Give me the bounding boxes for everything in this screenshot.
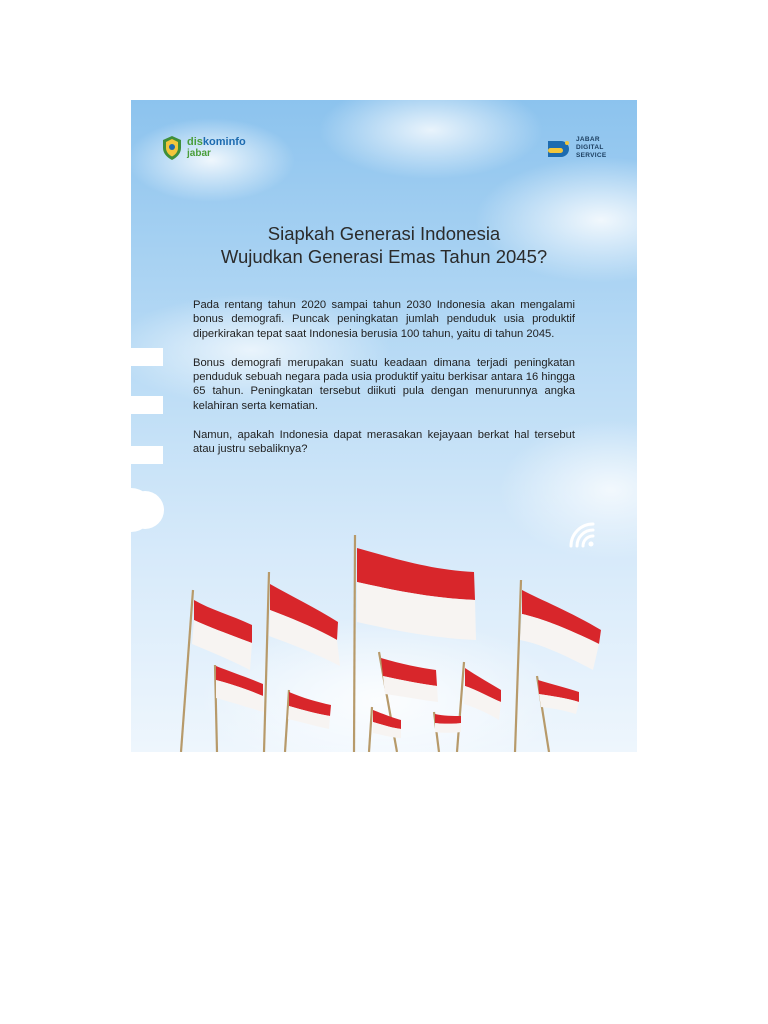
jabar-digital-service-icon	[545, 135, 571, 161]
paragraph-1: Pada rentang tahun 2020 sampai tahun 2030 Indonesia akan mengalami bonus demografi. Puncak peningkatan jumlah penduduk usia produktif diperkirakan tepat saat Indonesia berusia 100 tahun, yaitu di tahun 2045.	[193, 299, 575, 340]
paragraph-2: Bonus demografi merupakan suatu keadaan dimana terjadi peningkatan penduduk sebuah negara pada usia produktif yaitu berkisar antara 16 hingga 65 tahun. Peningkatan tersebut diikuti pula dengan menurunnya angka kelahiran serta kematian.	[193, 356, 575, 412]
decorative-bars-icon	[131, 348, 171, 538]
diskominfo-logo	[161, 135, 246, 161]
logo-word-dis: dis	[187, 136, 203, 148]
title-line-2: Wujudkan Generasi Emas Tahun 2045?	[220, 246, 548, 267]
body-text	[193, 298, 575, 472]
jds-line2: DIGITAL	[576, 144, 604, 151]
poster-title	[131, 222, 637, 268]
jds-line3: SERVICE	[576, 152, 607, 159]
poster	[131, 100, 637, 752]
logo-word-kominfo: kominfo	[202, 136, 246, 148]
title-line-1: Siapkah Generasi Indonesia	[267, 223, 501, 244]
paragraph-3: Namun, apakah Indonesia dapat merasakan kejayaan berkat hal tersebut atau justru sebaliknya?	[193, 429, 575, 456]
logo-word-jabar: jabar	[187, 148, 211, 159]
indonesian-flags-icon	[131, 530, 637, 752]
jds-line1: JABAR	[576, 136, 600, 143]
jabar-digital-service-logo	[545, 135, 607, 161]
west-java-emblem-icon	[161, 135, 183, 161]
